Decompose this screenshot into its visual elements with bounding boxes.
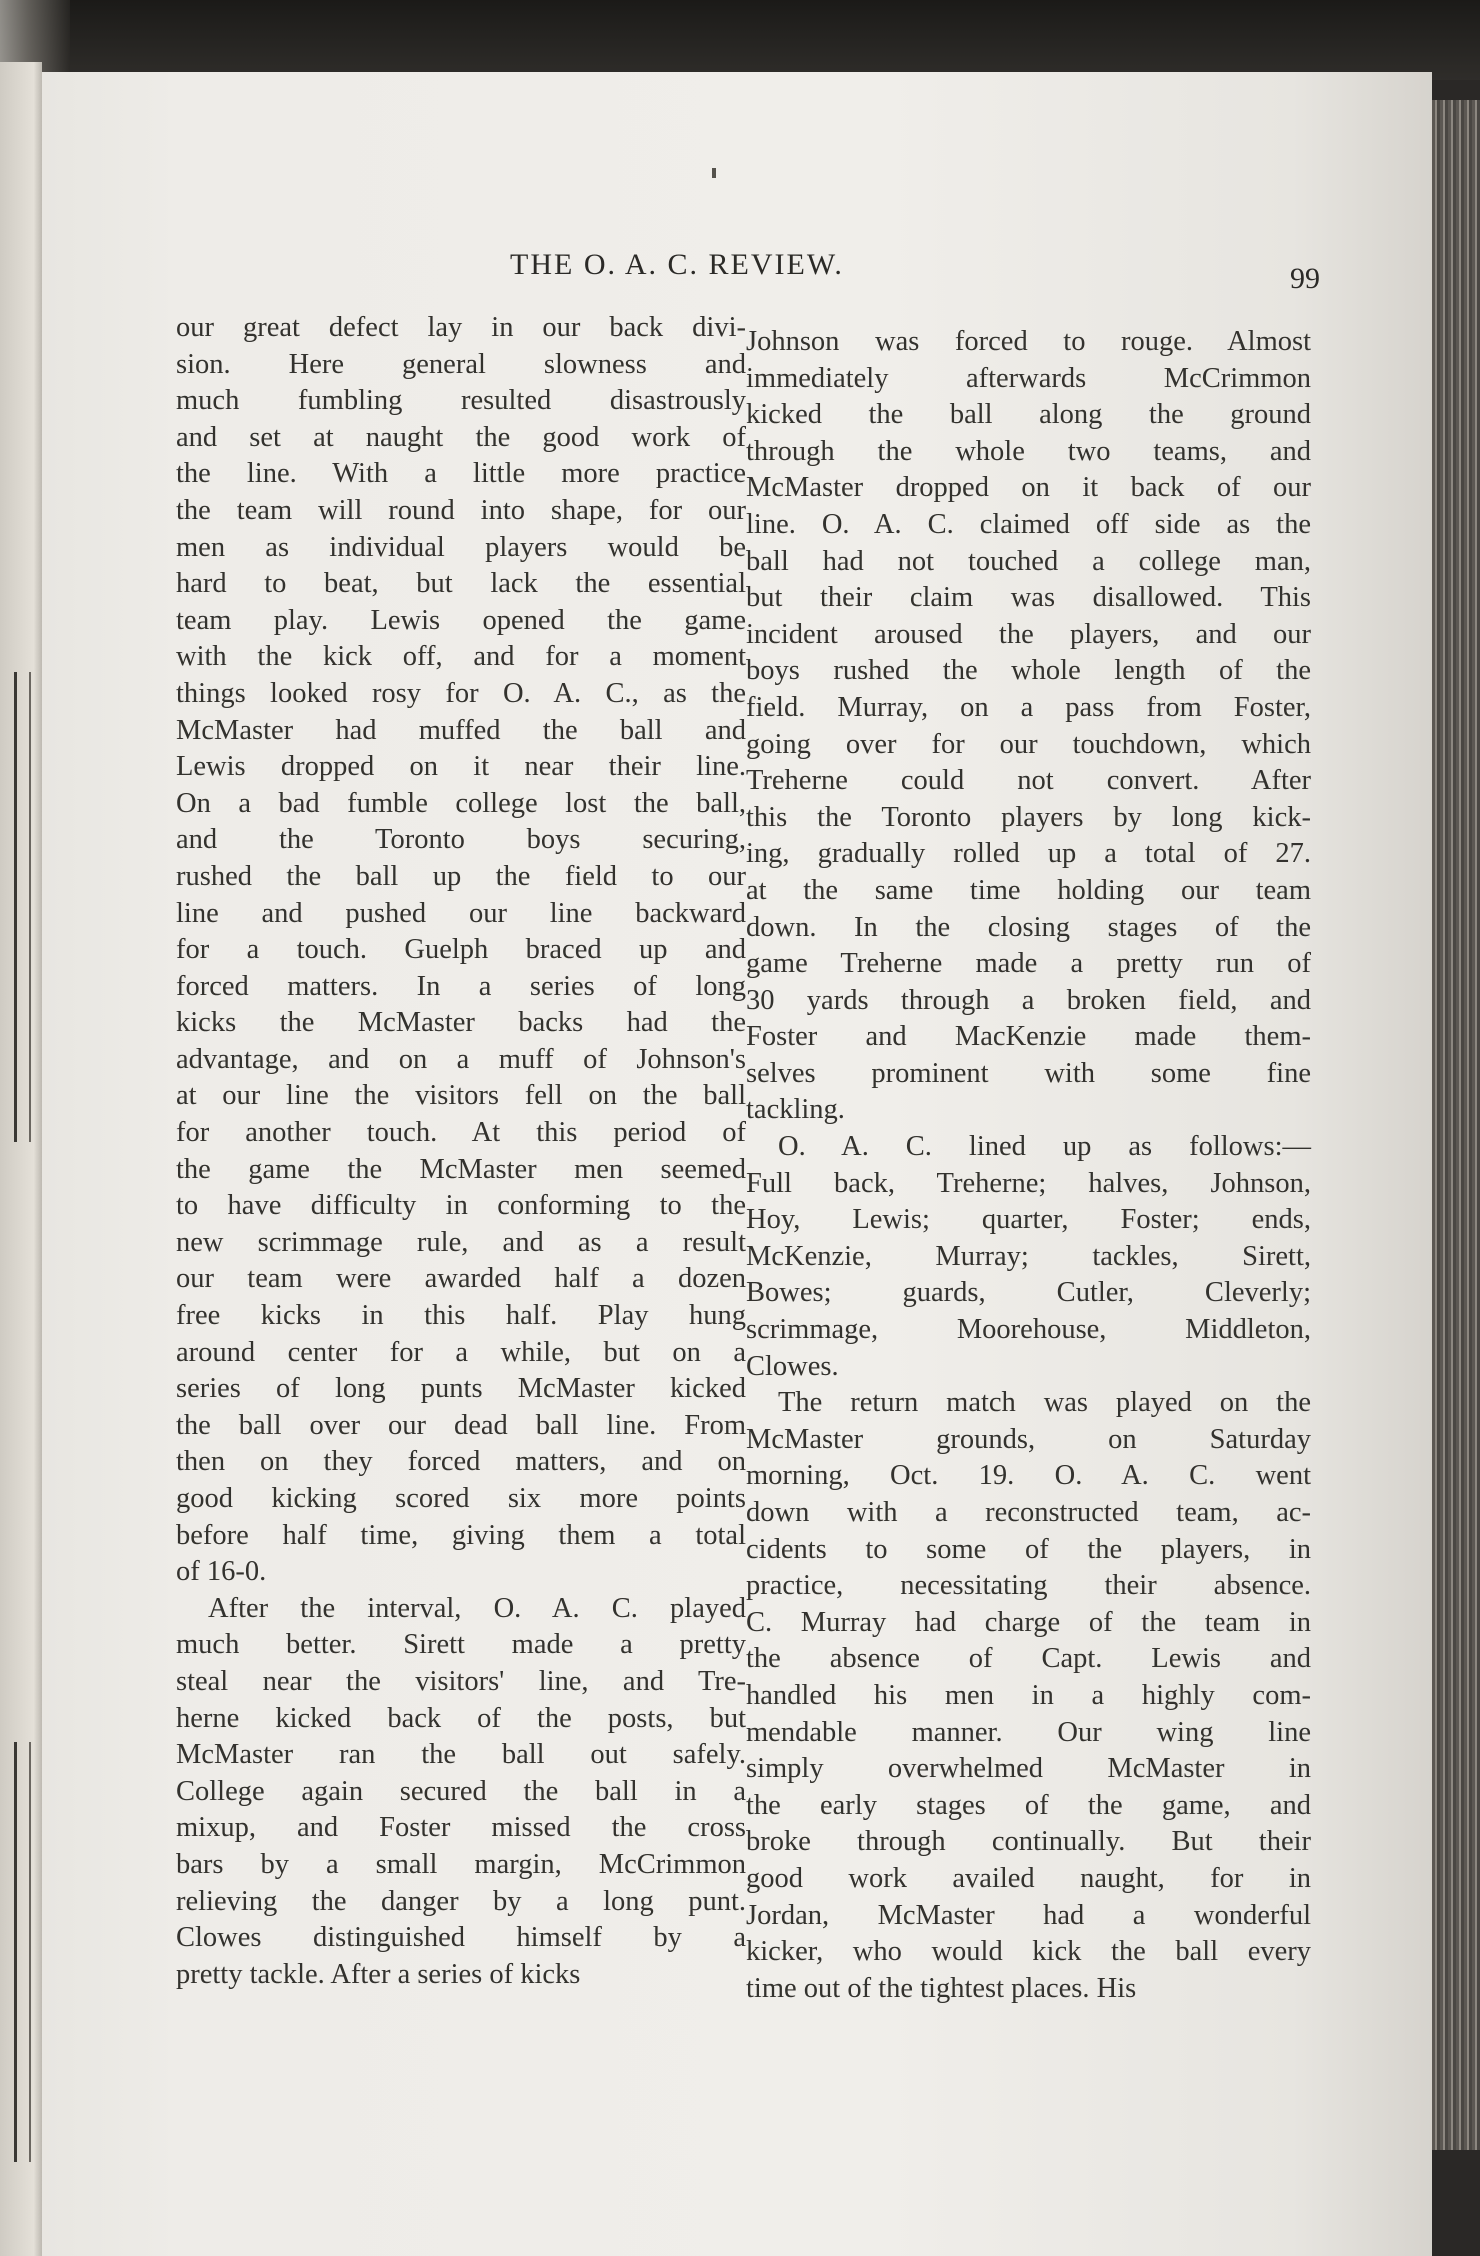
text-line: On a bad fumble college lost the ball, [176, 787, 746, 819]
text-line: much fumbling resulted disastrously [176, 385, 746, 417]
text-line: kicker, who would kick the ball every [746, 1936, 1311, 1968]
text-line: 30 yards through a broken field, and [746, 984, 1311, 1016]
text-line: College again secured the ball in a [176, 1775, 746, 1807]
text-line: mendable manner. Our wing line [746, 1716, 1311, 1748]
text-line: selves prominent with some fine [746, 1057, 1311, 1089]
text-line: line. O. A. C. claimed off side as the [746, 508, 1311, 540]
text-line: McMaster dropped on it back of our [746, 472, 1311, 504]
text-line: Full back, Treherne; halves, Johnson, [746, 1167, 1311, 1199]
text-line: boys rushed the whole length of the [746, 655, 1311, 687]
text-line: Bowes; guards, Cutler, Cleverly; [746, 1277, 1311, 1309]
text-line: men as individual players would be [176, 531, 746, 563]
running-header: THE O. A. C. REVIEW. [510, 248, 844, 281]
text-line: kicks the McMaster backs had the [176, 1007, 746, 1039]
text-line: After the interval, O. A. C. played [208, 1592, 746, 1624]
ink-speck [712, 168, 716, 178]
text-line: Jordan, McMaster had a wonderful [746, 1899, 1311, 1931]
text-line: things looked rosy for O. A. C., as the [176, 677, 746, 709]
text-line: immediately afterwards McCrimmon [746, 362, 1311, 394]
text-line: The return match was played on the [778, 1387, 1311, 1419]
text-line: team play. Lewis opened the game [176, 604, 746, 636]
text-line: line and pushed our line backward [176, 897, 746, 929]
text-line: Lewis dropped on it near their line. [176, 751, 746, 783]
text-line: around center for a while, but on a [176, 1336, 746, 1368]
text-line: to have difficulty in conforming to the [176, 1190, 746, 1222]
text-line: McMaster had muffed the ball and [176, 714, 746, 746]
text-line: McMaster grounds, on Saturday [746, 1423, 1311, 1455]
text-line: before half time, giving them a total [176, 1519, 746, 1551]
text-line: good work availed naught, for in [746, 1862, 1311, 1894]
text-line: the early stages of the game, and [746, 1789, 1311, 1821]
text-line: C. Murray had charge of the team in [746, 1606, 1311, 1638]
text-line: at our line the visitors fell on the ball [176, 1080, 746, 1112]
text-line: the game the McMaster men seemed [176, 1153, 746, 1185]
text-line: field. Murray, on a pass from Foster, [746, 691, 1311, 723]
binding-thread [14, 1742, 31, 2162]
text-line: with the kick off, and for a moment [176, 641, 746, 673]
text-line: but their claim was disallowed. This [746, 582, 1311, 614]
text-line: down. In the closing stages of the [746, 911, 1311, 943]
text-line: McMaster ran the ball out safely. [176, 1739, 746, 1771]
text-line: Clowes distinguished himself by a [176, 1922, 746, 1954]
text-line: broke through continually. But their [746, 1826, 1311, 1858]
text-line: down with a reconstructed team, ac- [746, 1497, 1311, 1528]
text-line: for another touch. At this period of [176, 1117, 746, 1149]
text-line: the absence of Capt. Lewis and [746, 1643, 1311, 1675]
text-line: mixup, and Foster missed the cross [176, 1812, 746, 1844]
text-line: much better. Sirett made a pretty [176, 1629, 746, 1661]
text-line: then on they forced matters, and on [176, 1446, 746, 1478]
text-line: the team will round into shape, for our [176, 494, 746, 526]
text-line: good kicking scored six more points [176, 1483, 746, 1514]
text-line: advantage, and on a muff of Johnson's [176, 1043, 746, 1075]
text-line: cidents to some of the players, in [746, 1533, 1311, 1565]
text-line: Treherne could not convert. After [746, 765, 1311, 797]
text-line: Foster and MacKenzie made them- [746, 1021, 1311, 1053]
text-line: morning, Oct. 19. O. A. C. went [746, 1460, 1311, 1492]
text-line: scrimmage, Moorehouse, Middleton, [746, 1314, 1311, 1346]
text-line: new scrimmage rule, and as a result [176, 1226, 746, 1258]
text-line: and the Toronto boys securing, [176, 824, 746, 856]
text-line: the line. With a little more practice [176, 458, 746, 490]
text-line: ball had not touched a college man, [746, 545, 1311, 577]
text-line: herne kicked back of the posts, but [176, 1702, 746, 1734]
page-number: 99 [1290, 262, 1320, 295]
text-line: our team were awarded half a dozen [176, 1263, 746, 1295]
text-line: this the Toronto players by long kick- [746, 801, 1311, 833]
text-line: tackling. [746, 1094, 845, 1126]
text-line: at the same time holding our team [746, 874, 1311, 906]
text-line: sion. Here general slowness and [176, 348, 746, 380]
text-line: of 16-0. [176, 1556, 267, 1588]
text-line: game Treherne made a pretty run of [746, 948, 1311, 980]
text-line: steal near the visitors' line, and Tre- [176, 1665, 746, 1697]
text-line: bars by a small margin, McCrimmon [176, 1848, 746, 1880]
text-line: hard to beat, but lack the essential [176, 568, 746, 600]
text-line: ing, gradually rolled up a total of 27. [746, 838, 1311, 870]
text-line: pretty tackle. After a series of kicks [176, 1958, 581, 1990]
text-line: incident aroused the players, and our [746, 618, 1311, 650]
text-line: Hoy, Lewis; quarter, Foster; ends, [746, 1204, 1311, 1236]
text-line: Clowes. [746, 1350, 839, 1382]
facing-page-edge [0, 62, 42, 2256]
binding-thread [14, 672, 31, 1142]
right-text-column [746, 324, 1311, 2007]
text-line: relieving the danger by a long punt. [176, 1885, 746, 1917]
text-line: through the whole two teams, and [746, 435, 1311, 467]
left-text-column [176, 310, 746, 1993]
text-line: the ball over our dead ball line. From [176, 1409, 746, 1441]
text-line: series of long punts McMaster kicked [176, 1373, 746, 1405]
text-line: McKenzie, Murray; tackles, Sirett, [746, 1240, 1311, 1272]
scan-background-top [0, 0, 1480, 80]
text-line: our great defect lay in our back divi- [176, 312, 746, 343]
text-line: forced matters. In a series of long [176, 970, 746, 1002]
text-line: handled his men in a highly com- [746, 1679, 1311, 1711]
text-line: Johnson was forced to rouge. Almost [746, 326, 1311, 357]
text-line: going over for our touchdown, which [746, 728, 1311, 760]
text-line: simply overwhelmed McMaster in [746, 1753, 1311, 1785]
text-line: practice, necessitating their absence. [746, 1570, 1311, 1602]
text-line: for a touch. Guelph braced up and [176, 934, 746, 966]
text-line: kicked the ball along the ground [746, 399, 1311, 431]
text-line: time out of the tightest places. His [746, 1972, 1137, 2004]
page-stack-edges [1432, 100, 1480, 2150]
text-line: rushed the ball up the field to our [176, 860, 746, 892]
text-line: free kicks in this half. Play hung [176, 1300, 746, 1332]
text-line: and set at naught the good work of [176, 421, 746, 453]
text-line: O. A. C. lined up as follows:— [778, 1131, 1311, 1163]
